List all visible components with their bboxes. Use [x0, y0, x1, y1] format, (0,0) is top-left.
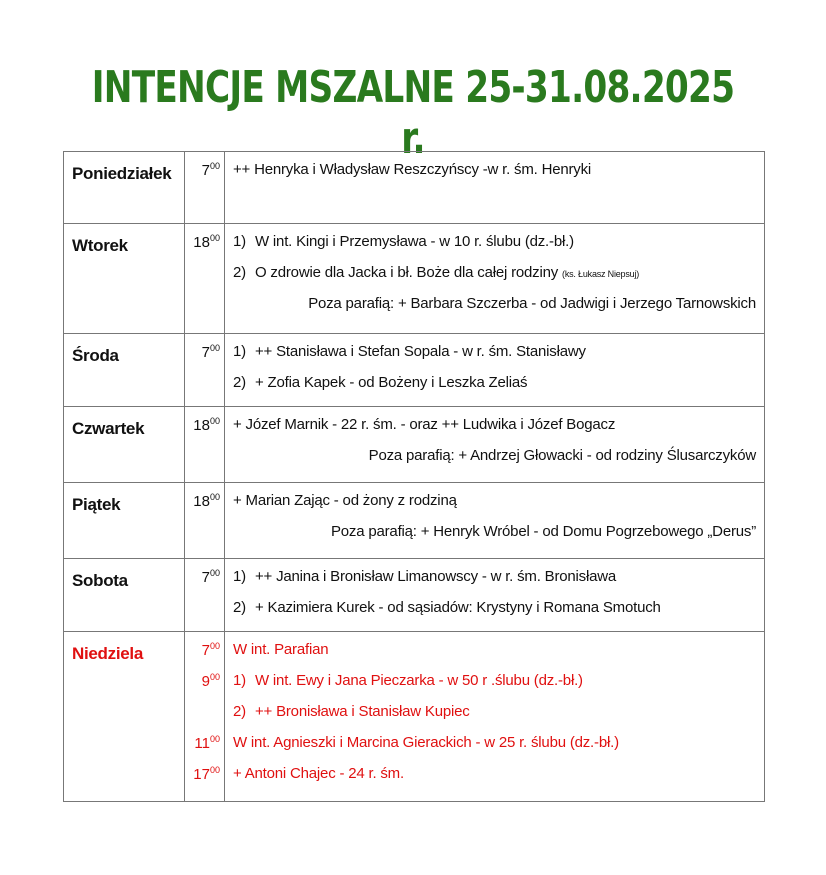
intentions-cell [225, 152, 765, 224]
time-cell [185, 152, 225, 224]
intentions-cell [225, 334, 765, 407]
table-row [64, 483, 765, 559]
page-title: INTENCJE MSZALNE 25-31.08.2025 r. [91, 62, 735, 164]
outside-parish-line: Poza parafią: + Andrzej Głowacki - od rodziny Ślusarczyków [368, 447, 756, 464]
time-cell [185, 483, 225, 559]
intention-line: 1) W int. Ewy i Jana Pieczarka - w 50 r .ślubu (dz.-bł.) [233, 672, 583, 689]
day-name: Wtorek [64, 224, 185, 334]
intention-line: 2) ++ Bronisława i Stanisław Kupiec [233, 703, 470, 720]
mass-time: $7^{00}$ [201, 641, 220, 659]
intention-line: + Antoni Chajec - 24 r. śm. [233, 765, 404, 782]
table-row [64, 559, 765, 632]
outside-parish-line: Poza parafią: + Henryk Wróbel - od Domu Pogrzebowego „Derus” [330, 523, 756, 540]
intention-line: 2) + Zofia Kapek - od Bożeny i Leszka Zeliaś [233, 374, 528, 391]
time-cell [185, 334, 225, 407]
intention-line: + Marian Zając - od żony z rodziną [233, 492, 457, 509]
intention-line: 2) O zdrowie dla Jacka i bł. Boże dla całej rodziny (ks. Łukasz Niepsuj) [233, 264, 640, 281]
outside-parish-line: Poza parafią: + Barbara Szczerba - od Jadwigi i Jerzego Tarnowskich [308, 295, 756, 312]
intention-line: 1) W int. Kingi i Przemysława - w 10 r. ślubu (dz.-bł.) [233, 233, 574, 250]
mass-time: $7^{00}$ [201, 343, 220, 361]
intention-line: W int. Agnieszki i Marcina Gierackich - w 25 r. ślubu (dz.-bł.) [233, 734, 619, 751]
day-name: Poniedziałek [64, 152, 185, 224]
day-name: Sobota [64, 559, 185, 632]
table-row-sunday [64, 632, 765, 802]
time-cell [185, 632, 225, 802]
mass-time: $18^{00}$ [193, 233, 220, 251]
time-cell [185, 224, 225, 334]
intention-line: + Józef Marnik - 22 r. śm. - oraz ++ Ludwika i Józef Bogacz [233, 416, 616, 433]
mass-time: $18^{00}$ [193, 492, 220, 510]
intention-line: ++ Henryka i Władysław Reszczyńscy -w r. śm. Henryki [233, 161, 592, 178]
mass-time: $17^{00}$ [193, 765, 220, 783]
intentions-cell [225, 407, 765, 483]
day-name: Czwartek [64, 407, 185, 483]
day-name: Piątek [64, 483, 185, 559]
intentions-cell [225, 632, 765, 802]
mass-time: $7^{00}$ [201, 568, 220, 586]
intention-line: 1) ++ Janina i Bronisław Limanowscy - w r. śm. Bronisława [233, 568, 617, 585]
intentions-cell [225, 224, 765, 334]
intentions-cell [225, 483, 765, 559]
mass-time: $7^{00}$ [201, 161, 220, 179]
intentions-cell [225, 559, 765, 632]
table-row [64, 407, 765, 483]
celebrant-note: (ks. Łukasz Niepsuj) [562, 269, 640, 279]
table-row [64, 334, 765, 407]
intention-line: W int. Parafian [233, 641, 329, 658]
day-name: Środa [64, 334, 185, 407]
mass-intentions-table [63, 151, 765, 802]
mass-time-spacer [185, 704, 220, 735]
intention-line: 1) ++ Stanisława i Stefan Sopala - w r. śm. Stanisławy [233, 343, 586, 360]
mass-time: $18^{00}$ [193, 416, 220, 434]
time-cell [185, 407, 225, 483]
day-name: Niedziela [64, 632, 185, 802]
intention-line: 2) + Kazimiera Kurek - od sąsiadów: Krystyny i Romana Smotuch [233, 599, 661, 616]
table-row [64, 224, 765, 334]
mass-time: $9^{00}$ [201, 672, 220, 690]
mass-time: $11^{00}$ [194, 734, 220, 752]
table-row [64, 152, 765, 224]
time-cell [185, 559, 225, 632]
